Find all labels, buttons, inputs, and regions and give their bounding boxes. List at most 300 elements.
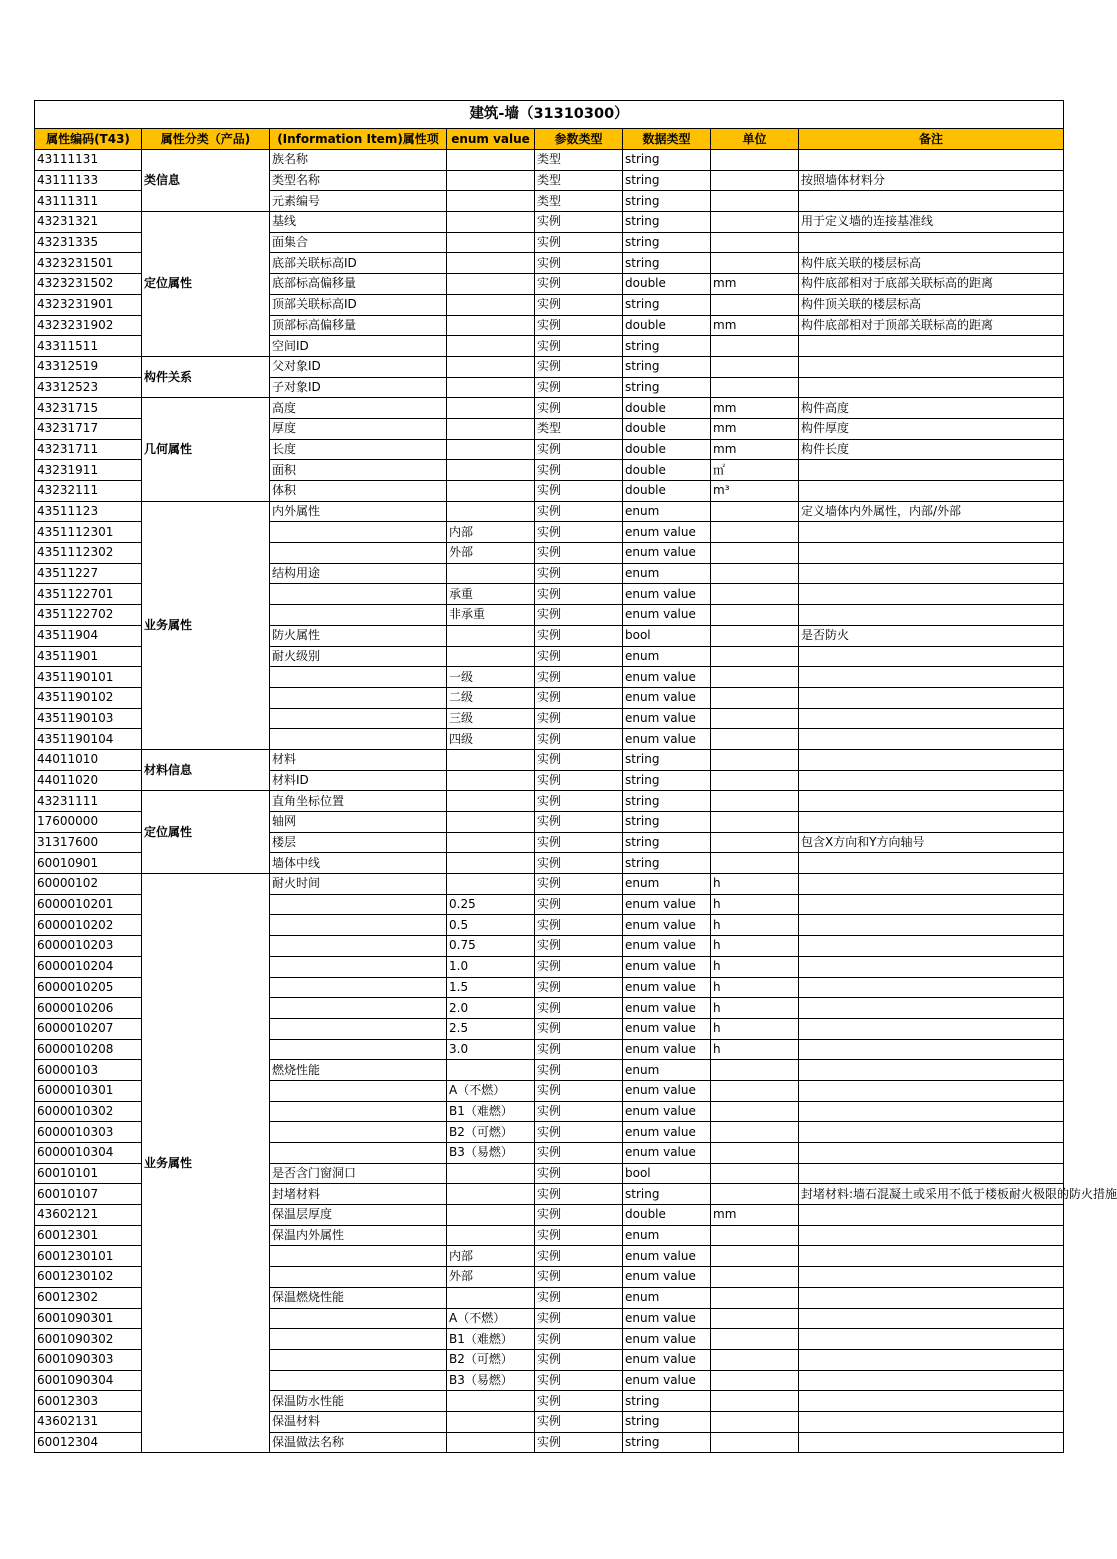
table-row <box>35 791 1064 812</box>
category-cell: 构件关系 <box>142 356 270 397</box>
data-type-cell: string <box>623 377 711 398</box>
item-cell <box>270 605 447 626</box>
param-type-cell: 实例 <box>535 212 623 233</box>
enum-cell <box>447 418 535 439</box>
enum-cell: 三级 <box>447 708 535 729</box>
unit-cell <box>711 1267 799 1288</box>
enum-cell <box>447 646 535 667</box>
param-type-cell: 实例 <box>535 1122 623 1143</box>
code-cell: 4351112301 <box>35 522 142 543</box>
item-cell: 保温防水性能 <box>270 1391 447 1412</box>
code-cell: 60010901 <box>35 853 142 874</box>
unit-cell <box>711 1308 799 1329</box>
data-type-cell: string <box>623 336 711 357</box>
item-cell <box>270 1267 447 1288</box>
unit-cell <box>711 770 799 791</box>
code-cell: 43111131 <box>35 150 142 171</box>
enum-cell: 0.25 <box>447 894 535 915</box>
item-cell: 内外属性 <box>270 501 447 522</box>
param-type-cell: 类型 <box>535 170 623 191</box>
note-cell <box>799 377 1064 398</box>
data-type-cell: double <box>623 481 711 502</box>
param-type-cell: 实例 <box>535 294 623 315</box>
note-cell <box>799 956 1064 977</box>
note-cell <box>799 1143 1064 1164</box>
param-type-cell: 实例 <box>535 625 623 646</box>
unit-cell: mm <box>711 439 799 460</box>
param-type-cell: 类型 <box>535 418 623 439</box>
note-cell <box>799 1349 1064 1370</box>
code-cell: 4351122702 <box>35 605 142 626</box>
data-type-cell: string <box>623 170 711 191</box>
item-cell: 保温做法名称 <box>270 1432 447 1453</box>
sheet-title: 建筑-墙（31310300） <box>35 101 1064 129</box>
category-cell: 业务属性 <box>142 874 270 1453</box>
code-cell: 43312523 <box>35 377 142 398</box>
item-cell <box>270 1246 447 1267</box>
enum-cell: 承重 <box>447 584 535 605</box>
param-type-cell: 实例 <box>535 377 623 398</box>
param-type-cell: 实例 <box>535 1101 623 1122</box>
data-type-cell: double <box>623 1205 711 1226</box>
enum-cell <box>447 832 535 853</box>
note-cell <box>799 460 1064 481</box>
category-cell: 几何属性 <box>142 398 270 501</box>
param-type-cell: 实例 <box>535 874 623 895</box>
enum-cell <box>447 150 535 171</box>
param-type-cell: 实例 <box>535 253 623 274</box>
enum-cell: 0.5 <box>447 915 535 936</box>
enum-cell <box>447 481 535 502</box>
data-type-cell: enum value <box>623 998 711 1019</box>
note-cell <box>799 1432 1064 1453</box>
header-note: 备注 <box>799 129 1064 150</box>
data-type-cell: enum value <box>623 522 711 543</box>
code-cell: 60010107 <box>35 1184 142 1205</box>
item-cell: 防火属性 <box>270 625 447 646</box>
item-cell: 元素编号 <box>270 191 447 212</box>
unit-cell <box>711 749 799 770</box>
item-cell: 封堵材料 <box>270 1184 447 1205</box>
code-cell: 4323231501 <box>35 253 142 274</box>
unit-cell <box>711 232 799 253</box>
param-type-cell: 实例 <box>535 646 623 667</box>
enum-cell: 1.5 <box>447 977 535 998</box>
enum-cell <box>447 791 535 812</box>
item-cell: 材料ID <box>270 770 447 791</box>
data-type-cell: enum value <box>623 1080 711 1101</box>
note-cell: 定义墙体内外属性，内部/外部 <box>799 501 1064 522</box>
note-cell <box>799 977 1064 998</box>
unit-cell: mm <box>711 274 799 295</box>
item-cell <box>270 894 447 915</box>
enum-cell: 内部 <box>447 1246 535 1267</box>
code-cell: 43231335 <box>35 232 142 253</box>
table-row <box>35 874 1064 895</box>
unit-cell <box>711 853 799 874</box>
item-cell <box>270 708 447 729</box>
item-cell: 顶部标高偏移量 <box>270 315 447 336</box>
data-type-cell: string <box>623 812 711 833</box>
data-type-cell: enum value <box>623 956 711 977</box>
code-cell: 60012304 <box>35 1432 142 1453</box>
data-type-cell: enum value <box>623 1018 711 1039</box>
note-cell <box>799 894 1064 915</box>
unit-cell: h <box>711 1039 799 1060</box>
enum-cell: A（不燃） <box>447 1308 535 1329</box>
enum-cell <box>447 1163 535 1184</box>
data-type-cell: enum value <box>623 605 711 626</box>
unit-cell <box>711 1122 799 1143</box>
unit-cell <box>711 791 799 812</box>
header-code: 属性编码(T43) <box>35 129 142 150</box>
data-type-cell: enum value <box>623 729 711 750</box>
param-type-cell: 实例 <box>535 274 623 295</box>
header-enum: enum value <box>447 129 535 150</box>
code-cell: 60000103 <box>35 1060 142 1081</box>
code-cell: 6001090303 <box>35 1349 142 1370</box>
category-cell: 业务属性 <box>142 501 270 749</box>
param-type-cell: 实例 <box>535 729 623 750</box>
param-type-cell: 实例 <box>535 956 623 977</box>
note-cell <box>799 1080 1064 1101</box>
param-type-cell: 实例 <box>535 1143 623 1164</box>
param-type-cell: 实例 <box>535 1432 623 1453</box>
data-type-cell: enum value <box>623 1329 711 1350</box>
item-cell: 保温内外属性 <box>270 1225 447 1246</box>
enum-cell <box>447 1411 535 1432</box>
code-cell: 43511901 <box>35 646 142 667</box>
unit-cell <box>711 832 799 853</box>
param-type-cell: 实例 <box>535 1308 623 1329</box>
note-cell <box>799 1225 1064 1246</box>
data-type-cell: enum value <box>623 1246 711 1267</box>
code-cell: 4323231901 <box>35 294 142 315</box>
data-type-cell: double <box>623 418 711 439</box>
data-type-cell: double <box>623 274 711 295</box>
enum-cell: 二级 <box>447 687 535 708</box>
unit-cell: m³ <box>711 481 799 502</box>
unit-cell <box>711 170 799 191</box>
data-type-cell: string <box>623 791 711 812</box>
enum-cell: 3.0 <box>447 1039 535 1060</box>
item-cell: 是否含门窗洞口 <box>270 1163 447 1184</box>
unit-cell <box>711 625 799 646</box>
unit-cell: h <box>711 977 799 998</box>
note-cell <box>799 667 1064 688</box>
code-cell: 60012302 <box>35 1287 142 1308</box>
enum-cell <box>447 1225 535 1246</box>
enum-cell <box>447 377 535 398</box>
category-cell: 定位属性 <box>142 212 270 357</box>
unit-cell: h <box>711 874 799 895</box>
data-type-cell: string <box>623 832 711 853</box>
table-row <box>35 356 1064 377</box>
code-cell: 43231711 <box>35 439 142 460</box>
note-cell <box>799 729 1064 750</box>
unit-cell <box>711 646 799 667</box>
code-cell: 4351190101 <box>35 667 142 688</box>
param-type-cell: 实例 <box>535 1391 623 1412</box>
data-type-cell: enum <box>623 874 711 895</box>
enum-cell <box>447 253 535 274</box>
code-cell: 43511904 <box>35 625 142 646</box>
code-cell: 4351112302 <box>35 543 142 564</box>
enum-cell <box>447 853 535 874</box>
enum-cell <box>447 1287 535 1308</box>
unit-cell <box>711 1349 799 1370</box>
code-cell: 4323231902 <box>35 315 142 336</box>
enum-cell: B1（难燃） <box>447 1101 535 1122</box>
param-type-cell: 实例 <box>535 1329 623 1350</box>
note-cell <box>799 1122 1064 1143</box>
code-cell: 43231111 <box>35 791 142 812</box>
unit-cell <box>711 294 799 315</box>
enum-cell <box>447 625 535 646</box>
item-cell <box>270 687 447 708</box>
data-type-cell: enum value <box>623 936 711 957</box>
unit-cell: h <box>711 956 799 977</box>
enum-cell <box>447 336 535 357</box>
note-cell: 用于定义墙的连接基准线 <box>799 212 1064 233</box>
note-cell <box>799 874 1064 895</box>
code-cell: 4351122701 <box>35 584 142 605</box>
param-type-cell: 实例 <box>535 356 623 377</box>
item-cell <box>270 998 447 1019</box>
attribute-table <box>34 100 1117 1453</box>
enum-cell <box>447 232 535 253</box>
data-type-cell: enum value <box>623 667 711 688</box>
enum-cell <box>447 501 535 522</box>
param-type-cell: 类型 <box>535 150 623 171</box>
unit-cell <box>711 377 799 398</box>
code-cell: 6001090302 <box>35 1329 142 1350</box>
data-type-cell: enum value <box>623 894 711 915</box>
data-type-cell: enum value <box>623 1308 711 1329</box>
data-type-cell: enum value <box>623 915 711 936</box>
code-cell: 6000010204 <box>35 956 142 977</box>
item-cell <box>270 936 447 957</box>
note-cell <box>799 791 1064 812</box>
enum-cell <box>447 1205 535 1226</box>
param-type-cell: 实例 <box>535 708 623 729</box>
unit-cell <box>711 667 799 688</box>
item-cell <box>270 1349 447 1370</box>
unit-cell: h <box>711 1018 799 1039</box>
param-type-cell: 实例 <box>535 1205 623 1226</box>
header-data-type: 数据类型 <box>623 129 711 150</box>
note-cell: 按照墙体材料分 <box>799 170 1064 191</box>
enum-cell <box>447 274 535 295</box>
item-cell: 子对象ID <box>270 377 447 398</box>
enum-cell <box>447 812 535 833</box>
param-type-cell: 实例 <box>535 460 623 481</box>
item-cell: 厚度 <box>270 418 447 439</box>
note-cell <box>799 1060 1064 1081</box>
param-type-cell: 实例 <box>535 1018 623 1039</box>
item-cell <box>270 915 447 936</box>
item-cell <box>270 522 447 543</box>
enum-cell <box>447 874 535 895</box>
param-type-cell: 实例 <box>535 1370 623 1391</box>
table-row <box>35 749 1064 770</box>
note-cell <box>799 936 1064 957</box>
note-cell: 构件长度 <box>799 439 1064 460</box>
data-type-cell: string <box>623 1432 711 1453</box>
unit-cell <box>711 1101 799 1122</box>
enum-cell <box>447 356 535 377</box>
enum-cell: B1（难燃） <box>447 1329 535 1350</box>
item-cell: 耐火时间 <box>270 874 447 895</box>
item-cell <box>270 1039 447 1060</box>
param-type-cell: 实例 <box>535 915 623 936</box>
item-cell: 直角坐标位置 <box>270 791 447 812</box>
note-cell: 构件底关联的楼层标高 <box>799 253 1064 274</box>
unit-cell: mm <box>711 398 799 419</box>
note-cell <box>799 1370 1064 1391</box>
item-cell <box>270 1143 447 1164</box>
item-cell: 保温层厚度 <box>270 1205 447 1226</box>
param-type-cell: 实例 <box>535 853 623 874</box>
param-type-cell: 实例 <box>535 1039 623 1060</box>
note-cell: 是否防火 <box>799 625 1064 646</box>
data-type-cell: enum value <box>623 687 711 708</box>
item-cell: 高度 <box>270 398 447 419</box>
data-type-cell: string <box>623 294 711 315</box>
item-cell: 墙体中线 <box>270 853 447 874</box>
code-cell: 6000010202 <box>35 915 142 936</box>
note-cell <box>799 1329 1064 1350</box>
enum-cell <box>447 315 535 336</box>
code-cell: 6000010203 <box>35 936 142 957</box>
unit-cell <box>711 1080 799 1101</box>
unit-cell <box>711 191 799 212</box>
param-type-cell: 实例 <box>535 1080 623 1101</box>
enum-cell <box>447 212 535 233</box>
code-cell: 43511123 <box>35 501 142 522</box>
enum-cell: 2.0 <box>447 998 535 1019</box>
item-cell <box>270 956 447 977</box>
item-cell: 长度 <box>270 439 447 460</box>
code-cell: 6000010207 <box>35 1018 142 1039</box>
data-type-cell: enum value <box>623 1370 711 1391</box>
data-type-cell: enum value <box>623 708 711 729</box>
unit-cell <box>711 1143 799 1164</box>
unit-cell: mm <box>711 1205 799 1226</box>
header-row <box>35 129 1064 150</box>
code-cell: 60000102 <box>35 874 142 895</box>
enum-cell: 内部 <box>447 522 535 543</box>
code-cell: 43232111 <box>35 481 142 502</box>
unit-cell <box>711 1287 799 1308</box>
data-type-cell: enum value <box>623 1039 711 1060</box>
code-cell: 43602131 <box>35 1411 142 1432</box>
param-type-cell: 实例 <box>535 481 623 502</box>
item-cell: 空间ID <box>270 336 447 357</box>
param-type-cell: 实例 <box>535 543 623 564</box>
note-cell <box>799 563 1064 584</box>
code-cell: 6000010301 <box>35 1080 142 1101</box>
unit-cell <box>711 1432 799 1453</box>
data-type-cell: string <box>623 1391 711 1412</box>
code-cell: 6001230101 <box>35 1246 142 1267</box>
unit-cell <box>711 687 799 708</box>
note-cell <box>799 1246 1064 1267</box>
item-cell: 耐火级别 <box>270 646 447 667</box>
code-cell: 44011020 <box>35 770 142 791</box>
code-cell: 43231911 <box>35 460 142 481</box>
code-cell: 6000010208 <box>35 1039 142 1060</box>
param-type-cell: 实例 <box>535 1349 623 1370</box>
item-cell: 结构用途 <box>270 563 447 584</box>
header-category: 属性分类（产品) <box>142 129 270 150</box>
item-cell <box>270 1308 447 1329</box>
code-cell: 6000010303 <box>35 1122 142 1143</box>
param-type-cell: 实例 <box>535 936 623 957</box>
note-cell <box>799 708 1064 729</box>
unit-cell <box>711 1329 799 1350</box>
code-cell: 43312519 <box>35 356 142 377</box>
unit-cell <box>711 1060 799 1081</box>
param-type-cell: 实例 <box>535 687 623 708</box>
param-type-cell: 实例 <box>535 1060 623 1081</box>
data-type-cell: string <box>623 253 711 274</box>
item-cell: 底部标高偏移量 <box>270 274 447 295</box>
data-type-cell: double <box>623 398 711 419</box>
unit-cell <box>711 708 799 729</box>
data-type-cell: enum value <box>623 1143 711 1164</box>
item-cell: 族名称 <box>270 150 447 171</box>
unit-cell <box>711 1163 799 1184</box>
param-type-cell: 实例 <box>535 1225 623 1246</box>
data-type-cell: enum value <box>623 977 711 998</box>
param-type-cell: 实例 <box>535 1246 623 1267</box>
enum-cell: B2（可燃） <box>447 1122 535 1143</box>
enum-cell: 外部 <box>447 543 535 564</box>
enum-cell: 0.75 <box>447 936 535 957</box>
enum-cell <box>447 439 535 460</box>
code-cell: 4351190104 <box>35 729 142 750</box>
unit-cell <box>711 522 799 543</box>
enum-cell <box>447 398 535 419</box>
param-type-cell: 实例 <box>535 1411 623 1432</box>
unit-cell <box>711 1246 799 1267</box>
enum-cell: B3（易燃） <box>447 1143 535 1164</box>
note-cell <box>799 584 1064 605</box>
item-cell: 底部关联标高ID <box>270 253 447 274</box>
unit-cell <box>711 729 799 750</box>
data-type-cell: double <box>623 315 711 336</box>
note-cell <box>799 749 1064 770</box>
item-cell: 保温燃烧性能 <box>270 1287 447 1308</box>
note-cell <box>799 605 1064 626</box>
code-cell: 43111311 <box>35 191 142 212</box>
note-cell <box>799 853 1064 874</box>
note-cell <box>799 1287 1064 1308</box>
note-cell: 包含X方向和Y方向轴号 <box>799 832 1064 853</box>
category-cell: 类信息 <box>142 150 270 212</box>
param-type-cell: 实例 <box>535 439 623 460</box>
enum-cell <box>447 1184 535 1205</box>
data-type-cell: enum <box>623 646 711 667</box>
note-cell: 构件厚度 <box>799 418 1064 439</box>
unit-cell: ㎡ <box>711 460 799 481</box>
enum-cell <box>447 1391 535 1412</box>
category-cell: 定位属性 <box>142 791 270 874</box>
param-type-cell: 实例 <box>535 832 623 853</box>
unit-cell: mm <box>711 418 799 439</box>
param-type-cell: 实例 <box>535 584 623 605</box>
